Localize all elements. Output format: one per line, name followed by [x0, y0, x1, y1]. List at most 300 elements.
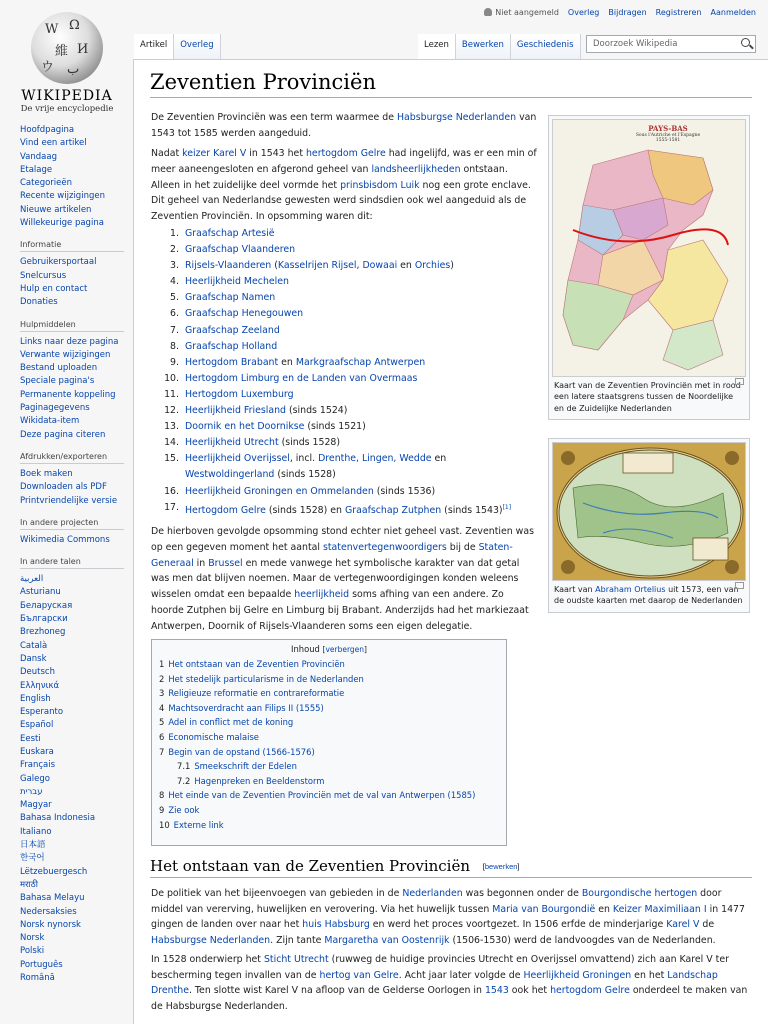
sidebar-item-link[interactable]: Printvriendelijke versie	[20, 495, 118, 506]
language-deutsch	[20, 666, 132, 679]
sidebar-item-link[interactable]: Vind een artikel	[20, 138, 87, 149]
list-number: 9.	[170, 356, 179, 368]
list-text-part: en	[431, 453, 447, 465]
contributions-link[interactable]: Bijdragen	[608, 8, 647, 17]
sidebar-item-donaties	[20, 296, 132, 309]
link-margaretha[interactable]: Margaretha van Oostenrijk	[324, 934, 450, 946]
sidebar-item-categorieen	[20, 177, 132, 190]
list-item	[151, 226, 531, 242]
language-link[interactable]: Bahasa Melayu	[20, 893, 85, 904]
thumbnail-map-provinces	[548, 115, 750, 420]
list-item	[151, 290, 531, 306]
sidebar-item-link[interactable]: Verwante wijzigingen	[20, 349, 111, 360]
language-letzebuergesch	[20, 866, 132, 879]
list-item	[151, 484, 531, 500]
sidebar-tools	[0, 320, 132, 442]
reference	[503, 504, 512, 511]
list-item	[151, 403, 531, 419]
sidebar-item-link[interactable]: Speciale pagina's	[20, 376, 95, 387]
section-heading-ontstaan: Het ontstaan van de Zeventien Provinciën [bewerken]	[150, 857, 752, 878]
list-text-part: (sinds 1528)	[278, 437, 341, 449]
language-magyar	[20, 799, 132, 812]
list-item	[151, 355, 531, 371]
sidebar-item-link[interactable]: Etalage	[20, 164, 53, 175]
toc-link[interactable]: Smeekschrift der Edelen	[194, 761, 297, 772]
toc-item-10[interactable]	[159, 818, 499, 833]
list-number: 2.	[170, 244, 179, 256]
link-hertogdom-limburg-en-de-landen-van-overmaas[interactable]: Hertogdom Limburg en de Landen van Overmaas	[185, 372, 418, 384]
search-icon[interactable]	[741, 38, 750, 47]
list-text	[185, 258, 454, 274]
list-item	[151, 419, 531, 435]
not-logged-in	[484, 8, 559, 17]
list-text	[185, 339, 277, 355]
sidebar-item-link[interactable]: Wikimedia Commons	[20, 534, 110, 545]
list-text-part: (sinds 1528)	[274, 469, 336, 481]
link-rijsels-vlaanderen[interactable]: Rijsels-Vlaanderen	[185, 260, 272, 272]
view-tabs	[418, 34, 581, 59]
language-link[interactable]: Deutsch	[20, 667, 55, 678]
portal-heading: Informatie	[20, 240, 124, 252]
language-polski	[20, 945, 132, 958]
sidebar-item-recente-wijzigingen	[20, 190, 132, 203]
link-keizer-karel[interactable]: keizer Karel V	[182, 148, 247, 159]
link-hertogdom-brabant[interactable]: Hertogdom Brabant	[185, 356, 279, 368]
link-prinsbisdom-luik[interactable]: prinsbisdom Luik	[340, 179, 420, 191]
link-1543[interactable]: 1543	[484, 985, 509, 997]
map-image-ortelius[interactable]	[552, 442, 746, 581]
toc-link[interactable]: Het ontstaan van de Zeventien Provinciën	[168, 659, 345, 669]
portal-heading: In andere talen	[20, 557, 124, 569]
list-number: 8.	[170, 340, 179, 352]
sidebar-projects	[0, 518, 132, 547]
toc-item-7-2[interactable]	[159, 774, 499, 789]
sidebar-item-link[interactable]: Permanente koppeling	[20, 389, 116, 400]
link-hertogdom-gelre[interactable]: hertogdom Gelre	[305, 148, 386, 159]
toc-item-6[interactable]	[159, 730, 499, 745]
link-hertogdom-luxemburg[interactable]: Hertogdom Luxemburg	[185, 388, 294, 400]
sidebar-item-link[interactable]: Willekeurige pagina	[20, 218, 104, 229]
sidebar-item-vandaag	[20, 151, 132, 164]
paragraph-intro: De Zeventien Provinciën was een term waarmee de Habsburgse Nederlanden van 1543 tot 1585 werden aangeduid.	[151, 112, 537, 139]
link-maria-van-bourgondie[interactable]: Maria van Bourgondië	[492, 903, 596, 915]
sidebar-item-link[interactable]: Boek maken	[20, 468, 73, 479]
toc-link[interactable]: Het einde van de Zeventien Provinciën met de val van Antwerpen (1585)	[168, 790, 476, 801]
language-link[interactable]: Català	[20, 640, 48, 651]
list-text-part: (sinds 1536)	[373, 485, 436, 497]
language-link[interactable]: मराठी	[20, 879, 38, 890]
language-brezhoneg	[20, 626, 132, 639]
list-text	[185, 274, 289, 290]
link-hertogdom-gelre[interactable]: Hertogdom Gelre	[185, 504, 266, 516]
toc-item-2[interactable]	[159, 672, 499, 687]
sidebar-item-snelcursus	[20, 270, 132, 283]
toc-item-4[interactable]	[159, 701, 499, 716]
portal-heading: Afdrukken/exporteren	[20, 452, 124, 464]
language-item	[20, 573, 132, 586]
map-years: 1555-1581	[655, 138, 681, 143]
link-graafschap-zutphen[interactable]: Graafschap Zutphen	[344, 504, 442, 516]
toc-number: 7	[159, 746, 165, 757]
toc-link[interactable]: Machtsoverdracht aan Filips II (1555)	[168, 702, 324, 713]
toc-number: 9	[159, 804, 165, 815]
link-markgraafschap-antwerpen[interactable]: Markgraafschap Antwerpen	[295, 356, 426, 368]
language-link[interactable]: Asturianu	[20, 587, 61, 598]
portal-heading: Hulpmiddelen	[20, 320, 124, 332]
map-provinces-drawing	[553, 120, 746, 377]
link-nederlanden[interactable]: Nederlanden	[402, 888, 463, 899]
map-image-provinces[interactable]	[552, 119, 746, 377]
sidebar-item-willekeurige-pagina	[20, 217, 132, 230]
sidebar-item-wikimedia-commons	[20, 534, 132, 547]
sidebar-item-link[interactable]: Downloaden als PDF	[20, 482, 107, 493]
link-westwoldingerland[interactable]: Westwoldingerland	[185, 469, 275, 481]
sidebar-item-link[interactable]: Categorieën	[20, 178, 73, 189]
link-maximiliaan[interactable]: Keizer Maximiliaan I	[612, 903, 707, 915]
list-item	[151, 306, 531, 322]
list-number: 11.	[164, 388, 179, 400]
sidebar-item-link[interactable]: Hoofdpagina	[20, 125, 75, 135]
list-text	[185, 451, 531, 483]
toc-item-7-1[interactable]	[159, 759, 499, 774]
language-link[interactable]: Esperanto	[20, 707, 64, 718]
link-brussel[interactable]: Brussel	[208, 557, 243, 569]
sidebar-item-hulp-en-contact	[20, 283, 132, 296]
link-heerlijkheid-mechelen[interactable]: Heerlijkheid Mechelen	[185, 276, 289, 288]
toc-number: 6	[159, 731, 165, 742]
list-number: 7.	[170, 324, 179, 336]
list-item	[151, 323, 531, 339]
language-link[interactable]: Norsk nynorsk	[20, 919, 81, 930]
reference-link[interactable]: [1]	[502, 503, 512, 511]
section-edit-link[interactable]: bewerken	[484, 862, 518, 871]
user-talk-link[interactable]: Overleg	[567, 8, 600, 17]
language-link[interactable]: Português	[20, 959, 63, 970]
caption-text: Kaart van de Zeventien Provinciën met in rood een latere staatsgrens tussen de Noordelijke en de Zuidelijke Nederlanden	[554, 381, 741, 413]
link-heerlijkheid-groningen[interactable]: Heerlijkheid Groningen	[523, 969, 632, 981]
list-number: 17.	[164, 501, 179, 513]
toc-title: Inhoud [verbergen]	[291, 644, 367, 654]
tab-article[interactable]: Artikel	[134, 34, 174, 59]
sidebar-item-wikidata-item	[20, 415, 132, 428]
language-dansk	[20, 653, 132, 666]
language-eesti	[20, 733, 132, 746]
language-link[interactable]: Română	[20, 973, 55, 984]
globe-icon: W Ω 維 И ウ ب	[31, 12, 103, 84]
list-text	[185, 242, 295, 258]
list-text	[185, 306, 303, 322]
sidebar-item-speciale-pagina-s	[20, 375, 132, 388]
toc-number: 7.2	[177, 775, 191, 786]
link-doornik-en-het-doornikse[interactable]: Doornik en het Doornikse	[185, 421, 305, 433]
link-habsburgse-nederlanden[interactable]: Habsburgse Nederlanden	[396, 112, 517, 123]
list-number: 14.	[164, 437, 179, 449]
language-link[interactable]: Brezhoneg	[20, 627, 66, 638]
enlarge-icon[interactable]	[735, 378, 744, 385]
tab-history[interactable]: Geschiedenis	[511, 34, 581, 59]
sidebar-item-paginagegevens	[20, 402, 132, 415]
language-esperanto	[20, 706, 132, 719]
sidebar-item-link[interactable]: Wikidata-item	[20, 416, 80, 427]
language-link[interactable]: Dansk	[20, 653, 47, 664]
language-espanol	[20, 719, 132, 732]
table-of-contents	[151, 639, 507, 846]
toc-toggle[interactable]: verbergen	[325, 645, 365, 654]
sidebar-item-link[interactable]: Bestand uploaden	[20, 363, 98, 374]
list-number: 13.	[164, 421, 179, 433]
list-number: 3.	[170, 260, 179, 272]
sidebar-item-printvriendelijke-versie	[20, 495, 132, 508]
list-item	[151, 258, 531, 274]
enlarge-icon[interactable]	[735, 582, 744, 589]
section-title: Het ontstaan van de Zeventien Provinciën	[150, 857, 471, 875]
sidebar-item-link[interactable]: Donaties	[20, 297, 58, 308]
toc-link[interactable]: Economische malaise	[168, 731, 259, 742]
list-text-part: en	[397, 260, 415, 272]
toc-link[interactable]: Begin van de opstand (1566-1576)	[168, 746, 315, 757]
link-karel-v[interactable]: Karel V	[666, 919, 700, 931]
language-link[interactable]: Беларуская	[20, 600, 73, 611]
language-romana	[20, 972, 132, 985]
toc-number: 3	[159, 688, 165, 699]
language-link[interactable]: Español	[20, 720, 54, 731]
link-orchies[interactable]: Orchies	[414, 260, 451, 272]
list-number: 5.	[170, 292, 179, 304]
link-kasselrijen-rijsel[interactable]: Kasselrijen Rijsel	[277, 260, 357, 272]
provinces-list	[151, 226, 531, 519]
list-text-part: en	[278, 356, 296, 368]
toc-number: 4	[159, 702, 165, 713]
language-link[interactable]: Ελληνικά	[20, 680, 60, 691]
language-link[interactable]: Български	[20, 614, 68, 625]
language-link[interactable]: Français	[20, 760, 56, 771]
language-link[interactable]: 한국어	[20, 853, 45, 864]
language-link[interactable]: Magyar	[20, 800, 52, 811]
link-bourgondische-hertogen[interactable]: Bourgondische hertogen	[581, 888, 698, 899]
list-text	[185, 403, 347, 419]
list-item	[151, 274, 531, 290]
sidebar-item-link[interactable]: Paginagegevens	[20, 403, 90, 414]
toc-link[interactable]: Religieuze reformatie en contrareformatie	[168, 688, 345, 699]
link-graafschap-artesie[interactable]: Graafschap Artesië	[185, 228, 275, 239]
sidebar-item-vind-een-artikel	[20, 137, 132, 150]
list-number: 16.	[164, 485, 179, 497]
list-number: 12.	[164, 405, 179, 417]
language-link[interactable]: 日本語	[20, 840, 46, 851]
toc-number: 8	[159, 790, 165, 801]
language-link[interactable]: Euskara	[20, 746, 54, 757]
search-placeholder: Doorzoek Wikipedia	[593, 39, 678, 49]
language-link[interactable]: עברית	[20, 786, 43, 797]
language-bahasa-melayu	[20, 892, 132, 905]
link-graafschap-holland[interactable]: Graafschap Holland	[185, 340, 278, 352]
list-text-part: (sinds 1524)	[286, 405, 348, 417]
sidebar-navigation	[0, 124, 132, 230]
paragraph-ontstaan-2: In 1528 onderwierp het Sticht Utrecht (ruwweg de huidige provincies Utrecht en Overijssel omvattend) zich aan Karel V ter bescherming tegen invallen van de hertog van Gelre. Acht jaar later volgde de Heerlijkheid Groningen en het Landschap Drenthe. Ten slotte wist Karel V na afloop van de Gelderse Oorlogen in 1543 ook het hertogdom Gelre onderdeel te maken van de Habsburgse Nederlanden.	[151, 954, 748, 1012]
toc-link[interactable]: Adel in conflict met de koning	[168, 717, 294, 728]
language-link[interactable]: English	[20, 693, 51, 704]
language-item	[20, 879, 132, 892]
language-link[interactable]: Norsk	[20, 933, 45, 944]
link-graafschap-zeeland[interactable]: Graafschap Zeeland	[185, 324, 280, 336]
link-staten-generaal[interactable]: Staten-Generaal	[151, 541, 513, 569]
language-portugues	[20, 959, 132, 972]
tab-edit[interactable]: Bewerken	[456, 34, 511, 59]
tab-talk[interactable]: Overleg	[174, 34, 220, 59]
toc-link[interactable]: Zie ook	[168, 804, 200, 815]
sidebar-item-link[interactable]: Recente wijzigingen	[20, 191, 105, 202]
sidebar-item-gebruikersportaal	[20, 256, 132, 269]
language-item	[20, 600, 132, 613]
map-legend	[608, 124, 728, 143]
list-text	[185, 484, 435, 500]
link-landsheerlijkheden[interactable]: landsheerlijkheden	[371, 163, 461, 175]
toc-link[interactable]: Het stedelijk particularisme in de Nederlanden	[168, 673, 364, 684]
language-catala	[20, 640, 132, 653]
link-heerlijkheid-utrecht[interactable]: Heerlijkheid Utrecht	[185, 437, 279, 449]
link-graafschap-vlaanderen[interactable]: Graafschap Vlaanderen	[185, 244, 296, 256]
list-number: 6.	[170, 308, 179, 320]
map-ortelius-drawing	[553, 443, 746, 581]
list-item	[151, 371, 531, 387]
list-text-part: )	[450, 260, 454, 272]
toc-link[interactable]: Hagenpreken en Beeldenstorm	[194, 775, 325, 786]
language-link[interactable]: Lëtzebuergesch	[20, 866, 88, 877]
toc-item-8[interactable]	[159, 788, 499, 803]
link-habsburgse-nederlanden-2[interactable]: Habsburgse Nederlanden	[151, 934, 271, 946]
not-logged-label: Niet aangemeld	[495, 8, 559, 17]
language-link[interactable]: Bahasa Indonesia	[20, 813, 96, 824]
language-italiano	[20, 826, 132, 839]
language-link[interactable]: Polski	[20, 946, 45, 957]
sidebar-item-link[interactable]: Nieuwe artikelen	[20, 204, 92, 215]
wikipedia-logo[interactable]	[8, 8, 126, 116]
sidebar-item-bestand-uploaden	[20, 362, 132, 375]
language-link[interactable]: Nedersaksies	[20, 906, 77, 917]
language-item	[20, 852, 132, 865]
list-text-part: (	[271, 260, 278, 272]
list-text-part: (sinds 1521)	[304, 421, 366, 433]
list-number: 15.	[164, 453, 179, 465]
language-link[interactable]: Eesti	[20, 733, 41, 744]
list-text	[185, 371, 417, 387]
link-graafschap-henegouwen[interactable]: Graafschap Henegouwen	[185, 308, 304, 320]
toc-item-9[interactable]	[159, 803, 499, 818]
sidebar-item-link[interactable]: Hulp en contact	[20, 283, 88, 294]
sidebar-item-nieuwe-artikelen	[20, 204, 132, 217]
toc-heading: Inhoud	[291, 644, 320, 654]
list-text	[185, 290, 275, 306]
paragraph-history: Nadat keizer Karel V in 1543 het hertogdom Gelre had ingelijfd, was er een min of meer aaneengesloten en afgerond geheel van landsheerlijkheden ontstaan. Alleen in het zuidelijke deel vormde het prinsbisdom Luik nog een grote enclave. Dit geheel van Nederlandse gewesten werd sindsdien ook wel aangeduid als de Zeventien Provinciën. In opsomming waren dit:	[151, 148, 537, 223]
language-francais	[20, 759, 132, 772]
list-text-part: (sinds 1543)	[441, 504, 503, 516]
list-item	[151, 451, 531, 483]
sidebar-item-permanente-koppeling	[20, 389, 132, 402]
toc-number: 5	[159, 717, 165, 728]
sidebar-item-link[interactable]: Links naar deze pagina	[20, 336, 119, 347]
link-dowaai[interactable]: Dowaai	[362, 260, 398, 272]
link-drenthe-lingen-wedde[interactable]: Drenthe, Lingen, Wedde	[318, 453, 432, 465]
list-item	[151, 500, 531, 519]
sidebar-languages	[0, 557, 132, 985]
link-heerlijkheid[interactable]: heerlijkheid	[294, 589, 350, 601]
login-link[interactable]: Aanmelden	[710, 8, 756, 17]
toc-item-3[interactable]	[159, 686, 499, 701]
language-nedersaksies	[20, 906, 132, 919]
list-text	[185, 419, 366, 435]
sidebar-item-link[interactable]: Deze pagina citeren	[20, 429, 106, 440]
list-text-part: ,	[356, 260, 363, 272]
sidebar-item-link[interactable]: Snelcursus	[20, 270, 67, 281]
namespace-tabs	[134, 34, 221, 59]
link-sticht-utrecht[interactable]: Sticht Utrecht	[263, 954, 329, 965]
list-number: 4.	[170, 276, 179, 288]
caption-map-ortelius: Kaart van Abraham Ortelius uit 1573, een van de oudste kaarten met daarop de Nederlanden	[552, 581, 746, 609]
list-number: 10.	[164, 372, 179, 384]
map-subtitle: Sous l'Autriche et l'Espagne	[635, 133, 701, 138]
language-english	[20, 693, 132, 706]
personal-tools	[484, 8, 756, 17]
list-item	[151, 387, 531, 403]
list-text	[185, 226, 275, 242]
list-number: 1.	[170, 228, 179, 239]
article-content	[133, 59, 768, 1024]
map-title: PAYS-BAS	[648, 124, 688, 133]
toc-item-7[interactable]	[159, 745, 499, 760]
list-text-part: , incl.	[289, 453, 319, 465]
sidebar-item-link[interactable]: Gebruikersportaal	[20, 257, 97, 268]
logo-wordmark: WIKIPEDIA	[21, 88, 113, 104]
toc-item-1[interactable]	[159, 657, 499, 672]
sidebar-item-links-naar-deze-pagina	[20, 336, 132, 349]
list-text	[185, 387, 294, 403]
language-link[interactable]: العربية	[20, 574, 44, 585]
link-hertogdom-gelre-2[interactable]: hertogdom Gelre	[550, 985, 630, 997]
link-heerlijkheid-groningen-en-ommelanden[interactable]: Heerlijkheid Groningen en Ommelanden	[185, 485, 374, 497]
language-norsk-nynorsk	[20, 919, 132, 932]
language-link[interactable]: Galego	[20, 773, 50, 784]
sidebar-item-verwante-wijzigingen	[20, 349, 132, 362]
language-link[interactable]: Italiano	[20, 826, 52, 837]
sidebar-item-etalage	[20, 164, 132, 177]
toc-link[interactable]: Externe link	[173, 819, 224, 830]
list-text-part: (sinds 1528) en	[265, 504, 345, 516]
language-galego	[20, 773, 132, 786]
link-statenvertegenwoordigers[interactable]: statenvertegenwoordigers	[322, 541, 447, 553]
page-title: Zeventien Provinciën	[150, 70, 752, 98]
logo-tagline: De vrije encyclopedie	[20, 104, 114, 114]
thumbnail-map-ortelius	[548, 438, 750, 613]
sidebar-item-hoofdpagina	[20, 124, 132, 137]
language-asturianu	[20, 586, 132, 599]
link-abraham-ortelius[interactable]: Abraham Ortelius	[595, 585, 666, 594]
link-graafschap-namen[interactable]: Graafschap Namen	[185, 292, 276, 304]
link-hertog-van-gelre[interactable]: hertog van Gelre	[319, 969, 399, 981]
link-heerlijkheid-overijssel[interactable]: Heerlijkheid Overijssel	[185, 453, 290, 465]
paragraph-delegations: De hierboven gevolgde opsomming stond echter niet geheel vast. Zeventien was op een gegeven moment het aantal statenvertegenwoordigers bij de Staten-Generaal in Brussel en mede vanwege het symbolische karakter van dat getal was men dat blijven noemen. Maar de vertegenwoordigingen konden weleens wisselen omdat een bepaalde heerlijkheid soms afhing van een andere. Zo hoorde Zutphen bij Gelre en Limburg bij Brabant. Anderzijds had het markiezaat Antwerpen, Doornik of Rijsels-Vlaanderen soms een eigen delegatie.	[151, 526, 534, 632]
link-landschap-drenthe[interactable]: Landschap Drenthe	[151, 969, 718, 997]
sidebar-item-link[interactable]: Vandaag	[20, 151, 57, 162]
link-huis-habsburg[interactable]: huis Habsburg	[302, 919, 370, 931]
search-input[interactable]	[586, 35, 756, 53]
caption-map-provinces	[552, 377, 746, 416]
link-heerlijkheid-friesland[interactable]: Heerlijkheid Friesland	[185, 405, 286, 417]
sidebar-item-boek-maken	[20, 468, 132, 481]
toc-item-5[interactable]	[159, 715, 499, 730]
create-account-link[interactable]: Registreren	[655, 8, 702, 17]
tab-read[interactable]: Lezen	[418, 34, 456, 59]
list-item	[151, 242, 531, 258]
